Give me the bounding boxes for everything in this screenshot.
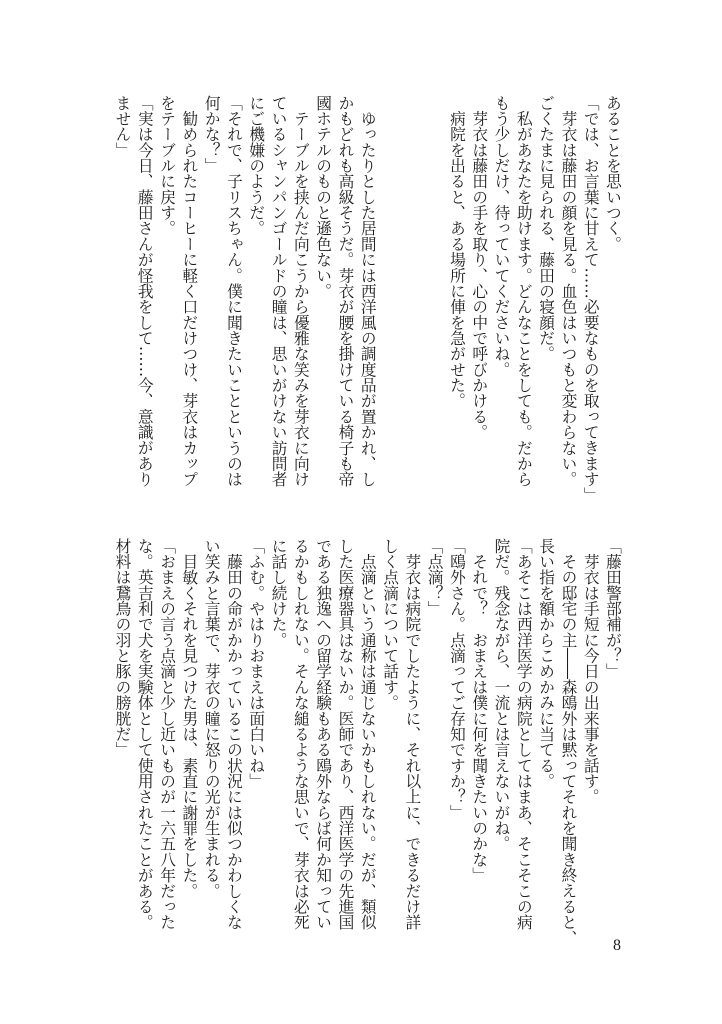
text-column: 「では、お言葉に甘えて……必要なものを取ってきます」 [581, 95, 601, 503]
text-column: である独逸への留学経験もある鴎外ならば何か知ってい [314, 538, 334, 930]
text-column: ません」 [113, 95, 133, 158]
text-column: 國ホテルのものと遜色ない。 [314, 95, 334, 299]
text-column: ごくたまに見られる、藤田の寝顔だ。 [537, 95, 557, 362]
blank-column [379, 95, 401, 487]
text-column: もう少しだけ、待っていてくださいね。 [492, 95, 512, 378]
text-column: 「藤田警部補が？」 [604, 538, 623, 680]
text-column: 長い指を額からこめかみに当てる。 [537, 538, 557, 789]
text-column: ゆったりとした居間には西洋風の調度品が置かれ、し [358, 95, 378, 487]
text-column: をテーブルに戻す。 [158, 95, 178, 237]
blank-column [401, 95, 423, 487]
text-column: かもどれも高級そうだ。芽衣が腰を掛けている椅子も帝 [336, 95, 356, 487]
text-column: な。英吉利で犬を実験体として使用されたことがある。 [135, 538, 155, 930]
text-column: 私があなたを助けます。どんなことをしても。だから [514, 95, 534, 487]
text-column: ているシャンパンゴールドの瞳は、思いがけない訪問者 [269, 95, 289, 487]
text-column: 何かな？」 [202, 95, 222, 174]
text-column: 材料は鵞鳥の羽と豚の膀胱だ」 [113, 538, 133, 758]
text-column: にご機嫌のようだ。 [247, 95, 267, 237]
text-column: あることを思いつく。 [604, 95, 623, 252]
lower-text-block [111, 538, 624, 946]
text-column: 「おまえの言う点滴と少し近いものが一六五八年だった [158, 538, 178, 930]
text-column: 勧められたコーヒーに軽く口だけつけ、芽衣はカップ [180, 95, 200, 487]
text-column: るかもしれない。そんな縋るような思いで、芽衣は必死 [291, 538, 311, 930]
text-column: した医療器具はないか。医師であり、西洋医学の先進国 [336, 538, 356, 930]
text-column: 芽衣は藤田の顔を見る。血色はいつもと変わらない。 [559, 95, 579, 487]
text-column: 「それで、子リスちゃん。僕に聞きたいことというのは [224, 95, 244, 487]
text-column: 「点滴？」 [425, 538, 445, 617]
text-column: 芽衣は手短に今日の出来事を話す。 [581, 538, 601, 805]
text-column: 芽衣は藤田の手を取り、心の中で呼びかける。 [470, 95, 490, 440]
text-column: 目敏くそれを見つけた男は、素直に謝罪をした。 [180, 538, 200, 899]
blank-column [423, 95, 445, 487]
text-column: 「あそこは西洋医学の病院としてはまあ、そこそこの病 [514, 538, 534, 930]
text-column: 「実は今日、藤田さんが怪我をして……今、意識があり [135, 95, 155, 487]
text-column: 「鴎外さん。点滴ってご存知ですか？」 [447, 538, 467, 821]
page-number: 8 [613, 937, 621, 954]
text-column: に話し続けた。 [269, 538, 289, 648]
text-column: い笑みと言葉で、芽衣の瞳に怒りの光が生まれる。 [202, 538, 222, 899]
text-column: 点滴という通称は通じないかもしれない。だが、類似 [358, 538, 378, 930]
text-column: 院だ。残念ながら、一流とは言えないがね。 [492, 538, 512, 852]
text-column: 藤田の命がかかっているこの状況には似つかわしくな [224, 538, 244, 930]
text-column: その邸宅の主――森鴎外は黙ってそれを聞き終えると、 [559, 538, 579, 946]
text-column: 病院を出ると、ある場所に俥を急がせた。 [447, 95, 467, 409]
text-column: しく点滴について話す。 [381, 538, 401, 711]
text-column: それで？ おまえは僕に何を聞きたいのかな」 [470, 538, 490, 883]
text-column: 「ふむ。やはりおまえは面白いね」 [247, 538, 267, 789]
upper-text-block [111, 95, 624, 503]
text-column: 芽衣は病院でしたように、それ以上に、できるだけ詳 [403, 538, 423, 930]
text-column: テーブルを挟んだ向こうから優雅な笑みを芽衣に向け [291, 95, 311, 487]
